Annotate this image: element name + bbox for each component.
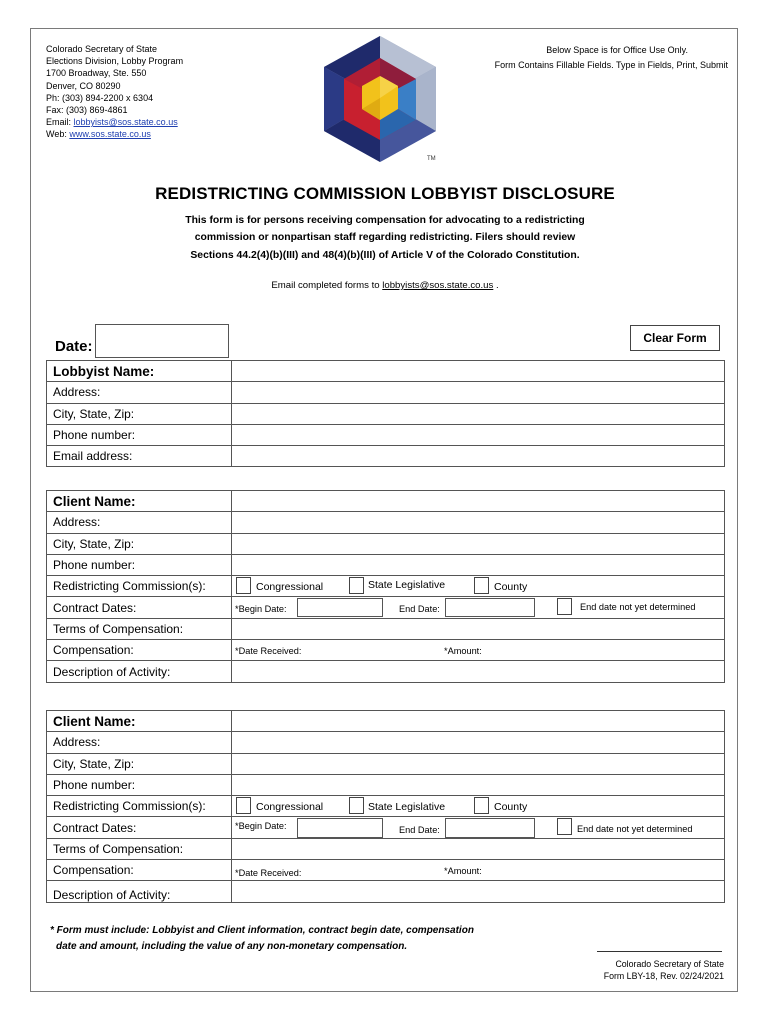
table-row <box>47 796 725 817</box>
client2-end-date-label: End Date: <box>399 825 440 836</box>
table-row <box>47 491 725 512</box>
date-field[interactable] <box>95 324 229 358</box>
client2-terms-label: Terms of Compensation: <box>47 838 232 859</box>
client2-city-label: City, State, Zip: <box>47 753 232 774</box>
office-line2: Elections Division, Lobby Program <box>46 56 184 67</box>
client1-commission-label: Redistricting Commission(s): <box>47 576 232 597</box>
client2-phone-field[interactable] <box>232 774 725 795</box>
email-label: Email: <box>46 117 74 128</box>
client2-contract-label: Contract Dates: <box>47 817 232 838</box>
client2-commission-options <box>232 796 725 817</box>
trademark-label: TM <box>427 156 436 162</box>
client1-description-label: Description of Activity: <box>47 661 232 682</box>
client1-county-checkbox[interactable] <box>474 577 489 594</box>
table-row <box>47 446 725 467</box>
table-row <box>47 382 725 403</box>
client2-begin-date-label: *Begin Date: <box>235 821 287 832</box>
client1-date-received-label: *Date Received: <box>235 646 302 657</box>
footer-rule <box>597 951 722 952</box>
lobbyist-email-label: Email address: <box>47 446 232 467</box>
client1-table <box>46 490 725 683</box>
colorado-logo <box>318 34 442 162</box>
client1-city-field[interactable] <box>232 533 725 554</box>
client1-address-label: Address: <box>47 512 232 533</box>
client2-name-label: Client Name: <box>47 711 232 732</box>
footer-line2: Form LBY-18, Rev. 02/24/2021 <box>603 971 724 982</box>
office-line3: 1700 Broadway, Ste. 550 <box>46 68 147 79</box>
client2-compensation-label: Compensation: <box>47 860 232 881</box>
form-footer <box>604 958 724 983</box>
client1-contract-label: Contract Dates: <box>47 597 232 618</box>
email-instructions <box>0 280 770 291</box>
lobbyist-name-field[interactable] <box>232 361 725 382</box>
table-row <box>47 732 725 753</box>
client1-phone-label: Phone number: <box>47 554 232 575</box>
client2-address-label: Address: <box>47 732 232 753</box>
client1-terms-field[interactable] <box>232 618 725 639</box>
table-row <box>47 838 725 859</box>
table-row <box>47 881 725 902</box>
client1-description-field[interactable] <box>232 661 725 682</box>
lobbyist-address-field[interactable] <box>232 382 725 403</box>
client2-description-label: Description of Activity: <box>47 881 232 902</box>
email-instructions-suffix: . <box>495 280 499 291</box>
client1-amount-label: *Amount: <box>444 646 482 657</box>
client2-phone-label: Phone number: <box>47 774 232 795</box>
table-row <box>47 640 725 661</box>
web-label: Web: <box>46 129 70 140</box>
client1-phone-field[interactable] <box>232 554 725 575</box>
lobbyist-table <box>46 360 725 467</box>
client2-address-field[interactable] <box>232 732 725 753</box>
client2-compensation-fields[interactable] <box>232 860 725 881</box>
client2-table <box>46 710 725 903</box>
office-address <box>46 43 183 141</box>
table-row <box>47 597 725 618</box>
client1-end-undetermined-checkbox[interactable] <box>557 598 572 615</box>
client2-date-received-label: *Date Received: <box>235 868 302 879</box>
client2-end-undetermined-label: End date not yet determined <box>577 824 693 835</box>
lobbyist-city-label: City, State, Zip: <box>47 403 232 424</box>
client1-congressional-checkbox[interactable] <box>236 577 251 594</box>
lobbyist-phone-label: Phone number: <box>47 424 232 445</box>
table-row <box>47 533 725 554</box>
lobbyist-email-field[interactable] <box>232 446 725 467</box>
web-link[interactable]: www.sos.state.co.us <box>69 129 151 140</box>
client1-congressional-label: Congressional <box>256 581 324 594</box>
lobbyist-name-label: Lobbyist Name: <box>47 361 232 382</box>
requirements-footnote <box>50 923 474 954</box>
office-use-line1: Below Space is for Office Use Only. <box>546 45 688 55</box>
client2-contract-dates <box>232 817 725 838</box>
client2-amount-label: *Amount: <box>444 866 482 877</box>
office-line4: Denver, CO 80290 <box>46 80 121 91</box>
client1-terms-label: Terms of Compensation: <box>47 618 232 639</box>
email-link[interactable]: lobbyists@sos.state.co.us <box>73 117 178 128</box>
table-row <box>47 774 725 795</box>
lobbyist-address-label: Address: <box>47 382 232 403</box>
submission-email-link[interactable]: lobbyists@sos.state.co.us <box>382 280 494 291</box>
client1-name-field[interactable] <box>232 491 725 512</box>
client2-city-field[interactable] <box>232 753 725 774</box>
office-use-line2: Form Contains Fillable Fields. Type in Fields, Print, Submit <box>494 59 728 70</box>
table-row <box>47 711 725 732</box>
client1-address-field[interactable] <box>232 512 725 533</box>
description-line1: This form is for persons receiving compensation for advocating to a redistricting <box>185 215 585 226</box>
client2-end-date-field[interactable] <box>445 818 535 838</box>
footer-line1: Colorado Secretary of State <box>615 959 724 969</box>
client1-end-undetermined-label: End date not yet determined <box>580 602 696 613</box>
client2-name-field[interactable] <box>232 711 725 732</box>
client1-end-date-field[interactable] <box>445 598 535 617</box>
client1-begin-date-label: *Begin Date: <box>235 604 287 615</box>
table-row <box>47 618 725 639</box>
client2-begin-date-field[interactable] <box>297 818 383 838</box>
client1-begin-date-field[interactable] <box>297 598 383 617</box>
client2-commission-label: Redistricting Commission(s): <box>47 796 232 817</box>
description-line3: Sections 44.2(4)(b)(III) and 48(4)(b)(III) of Article V of the Colorado Constitution. <box>190 249 580 261</box>
table-row <box>47 554 725 575</box>
client1-city-label: City, State, Zip: <box>47 533 232 554</box>
client2-county-checkbox[interactable] <box>474 797 489 814</box>
clear-form-button[interactable]: Clear Form <box>630 325 720 351</box>
client2-state-legislative-label: State Legislative <box>368 801 446 814</box>
table-row <box>47 860 725 881</box>
date-label: Date: <box>55 338 93 355</box>
table-row <box>47 661 725 682</box>
page-title: REDISTRICTING COMMISSION LOBBYIST DISCLOSURE <box>155 184 615 203</box>
table-row <box>47 403 725 424</box>
client1-county-label: County <box>494 581 528 594</box>
email-instructions-prefix: Email completed forms to <box>271 280 383 291</box>
table-row <box>47 817 725 838</box>
lobbyist-phone-field[interactable] <box>232 424 725 445</box>
lobbyist-city-field[interactable] <box>232 403 725 424</box>
table-row <box>47 424 725 445</box>
client2-description-field[interactable] <box>232 881 725 902</box>
table-row <box>47 361 725 382</box>
client2-state-legislative-checkbox[interactable] <box>349 797 364 814</box>
client1-state-legislative-label: State Legislative <box>368 579 446 592</box>
client1-end-date-label: End Date: <box>399 604 440 615</box>
table-row <box>47 576 725 597</box>
client1-compensation-fields[interactable] <box>232 640 725 661</box>
description-line2: commission or nonpartisan staff regarding redistricting. Filers should review <box>194 232 576 244</box>
client1-commission-options <box>232 576 725 597</box>
client1-state-legislative-checkbox[interactable] <box>349 577 364 594</box>
client1-compensation-label: Compensation: <box>47 640 232 661</box>
table-row <box>47 512 725 533</box>
client2-congressional-label: Congressional <box>256 801 324 814</box>
office-line1: Colorado Secretary of State <box>46 44 158 54</box>
client2-terms-field[interactable] <box>232 838 725 859</box>
footnote-line2: date and amount, including the value of any non-monetary compensation. <box>56 940 408 952</box>
client2-congressional-checkbox[interactable] <box>236 797 251 814</box>
client2-county-label: County <box>494 801 528 814</box>
office-phone: Ph: (303) 894-2200 x 6304 <box>46 92 154 103</box>
client1-name-label: Client Name: <box>47 491 232 512</box>
client2-end-undetermined-checkbox[interactable] <box>557 818 572 835</box>
office-fax: Fax: (303) 869-4861 <box>46 105 128 116</box>
form-description <box>150 212 620 264</box>
client1-contract-dates <box>232 597 725 618</box>
office-use-note <box>495 43 728 72</box>
table-row <box>47 753 725 774</box>
footnote-line1: * Form must include: Lobbyist and Client information, contract begin date, compensation <box>50 925 474 936</box>
